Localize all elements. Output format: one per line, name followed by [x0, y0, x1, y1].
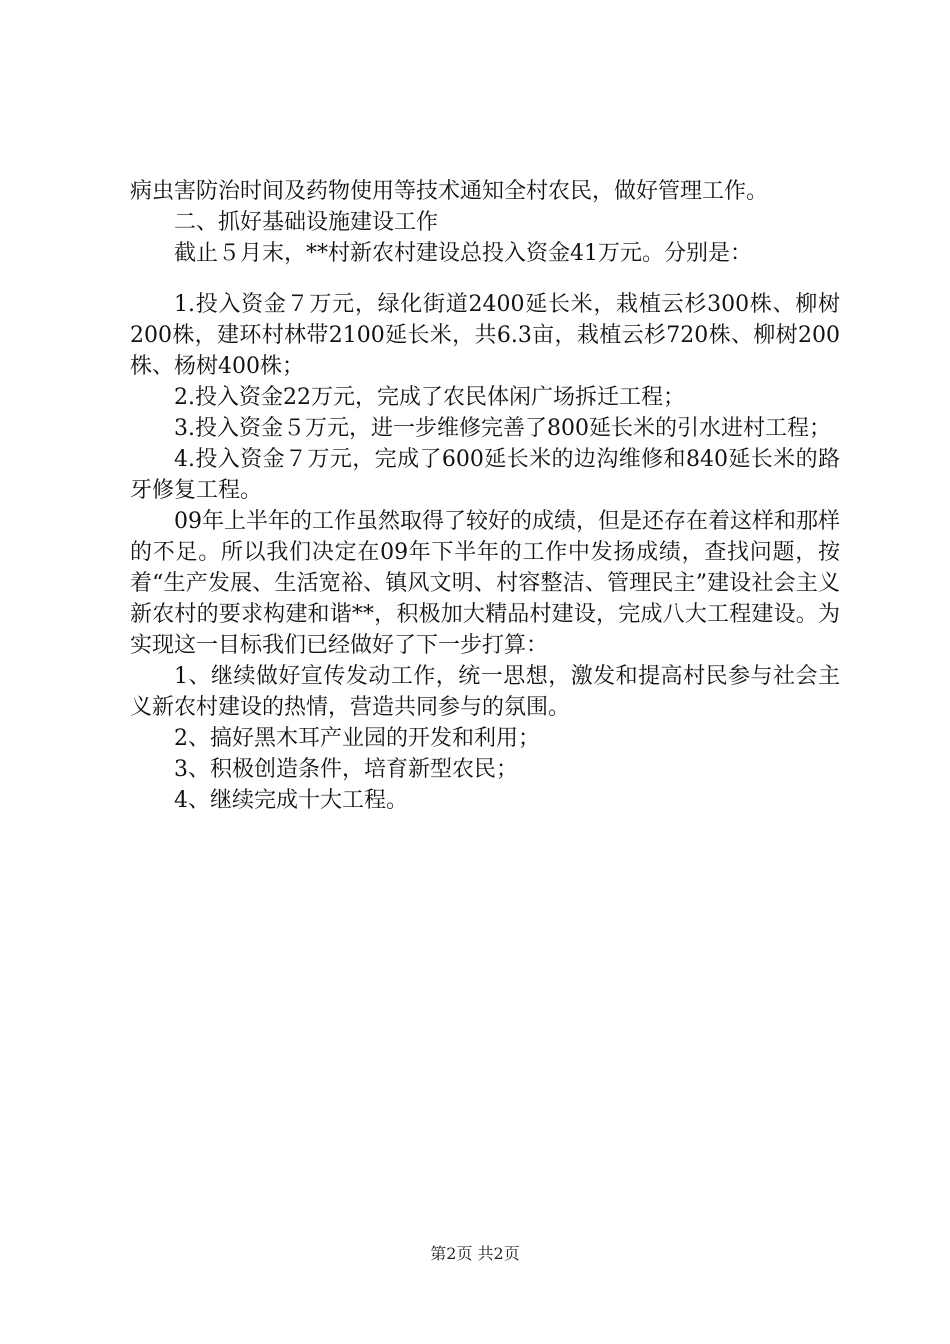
paragraph-investment-summary: 截止５月末，**村新农村建设总投入资金41万元。分别是： [174, 241, 752, 266]
list-item-plan-1: 1、继续做好宣传发动工作，统一思想，激发和提高村民参与社会主义新农村建设的热情，营造共同参与的氛围。 [130, 664, 840, 720]
list-item-investment-2: 2.投入资金22万元，完成了农民体闲广场拆迁工程； [174, 385, 685, 410]
paragraph-continuation: 病虫害防治时间及药物使用等技术通知全村农民，做好管理工作。 [130, 179, 769, 204]
list-item-plan-2: 2、搞好黑木耳产业园的开发和利用； [174, 726, 540, 751]
list-item-investment-1: 1.投入资金７万元，绿化街道2400延长米，栽植云杉300株、柳树200株，建环村林带2100延长米，共6.3亩，栽植云杉720株、柳树200株、杨树400株； [130, 292, 840, 379]
paragraph-plan-intro: 09年上半年的工作虽然取得了较好的成绩，但是还存在着这样和那样的不足。所以我们决定在09年下半年的工作中发扬成绩，查找问题，按着“生产发展、生活宽裕、镇风文明、村容整洁、管理民主”建设社会主义新农村的要求构建和谐**，积极加大精品村建设，完成八大工程建设。为实现这一目标我们已经做好了下一步打算： [130, 509, 840, 658]
list-item-investment-4: 4.投入资金７万元，完成了600延长米的边沟维修和840延长米的路牙修复工程。 [130, 447, 840, 503]
document-body [130, 176, 840, 816]
section-heading: 二、抓好基础设施建设工作 [174, 210, 439, 235]
page-footer: 第2页 共2页 [430, 1244, 520, 1263]
list-item-plan-3: 3、积极创造条件，培育新型农民； [174, 757, 518, 782]
list-item-plan-4: 4、继续完成十大工程。 [174, 788, 408, 813]
list-item-investment-3: 3.投入资金５万元，进一步维修完善了800延长米的引水进村工程； [174, 416, 831, 441]
